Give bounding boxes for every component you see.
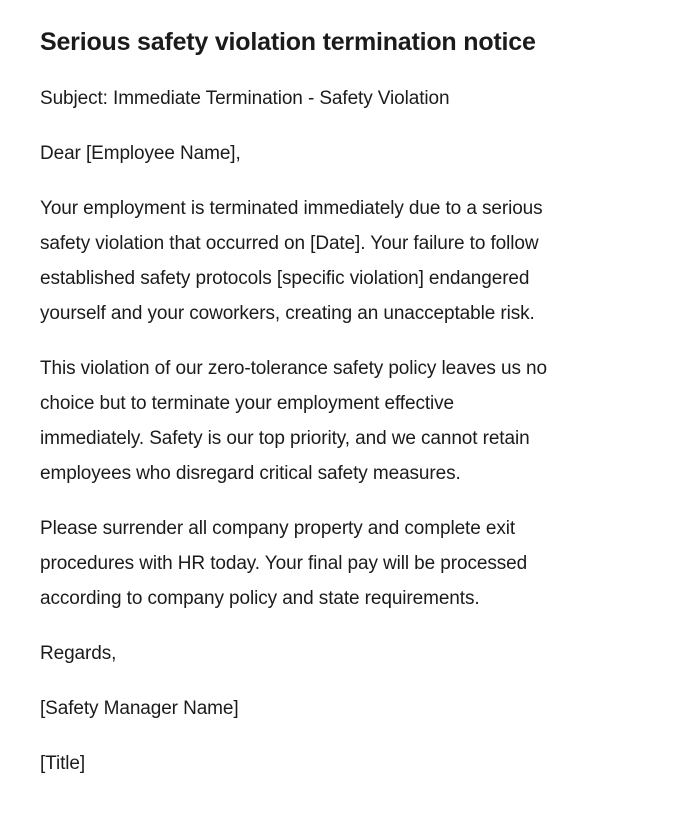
body-paragraph	[40, 511, 660, 616]
body-paragraph	[40, 351, 660, 491]
paragraph-line: procedures with HR today. Your final pay will be processed	[40, 553, 528, 574]
paragraph-line: choice but to terminate your employment effective	[40, 393, 455, 414]
signature-name: [Safety Manager Name]	[40, 698, 239, 719]
paragraph-line: Please surrender all company property and complete exit	[40, 518, 516, 539]
body-paragraph	[40, 191, 660, 331]
body-paragraphs	[40, 191, 660, 616]
signature-title: [Title]	[40, 753, 86, 774]
paragraph-line: Your employment is terminated immediately due to a serious	[40, 198, 543, 219]
paragraph-line: employees who disregard critical safety measures.	[40, 463, 461, 484]
paragraph-line: according to company policy and state requirements.	[40, 588, 480, 609]
subject-line: Subject: Immediate Termination - Safety Violation	[40, 88, 450, 109]
paragraph-line: safety violation that occurred on [Date]. Your failure to follow	[40, 233, 539, 254]
paragraph-line: established safety protocols [specific violation] endangered	[40, 268, 530, 289]
closing: Regards,	[40, 643, 117, 664]
page-title: Serious safety violation termination notice	[40, 28, 536, 56]
salutation: Dear [Employee Name],	[40, 143, 241, 164]
paragraph-line: This violation of our zero-tolerance safety policy leaves us no	[40, 358, 547, 379]
paragraph-line: yourself and your coworkers, creating an unacceptable risk.	[40, 303, 535, 324]
paragraph-line: immediately. Safety is our top priority, and we cannot retain	[40, 428, 530, 449]
